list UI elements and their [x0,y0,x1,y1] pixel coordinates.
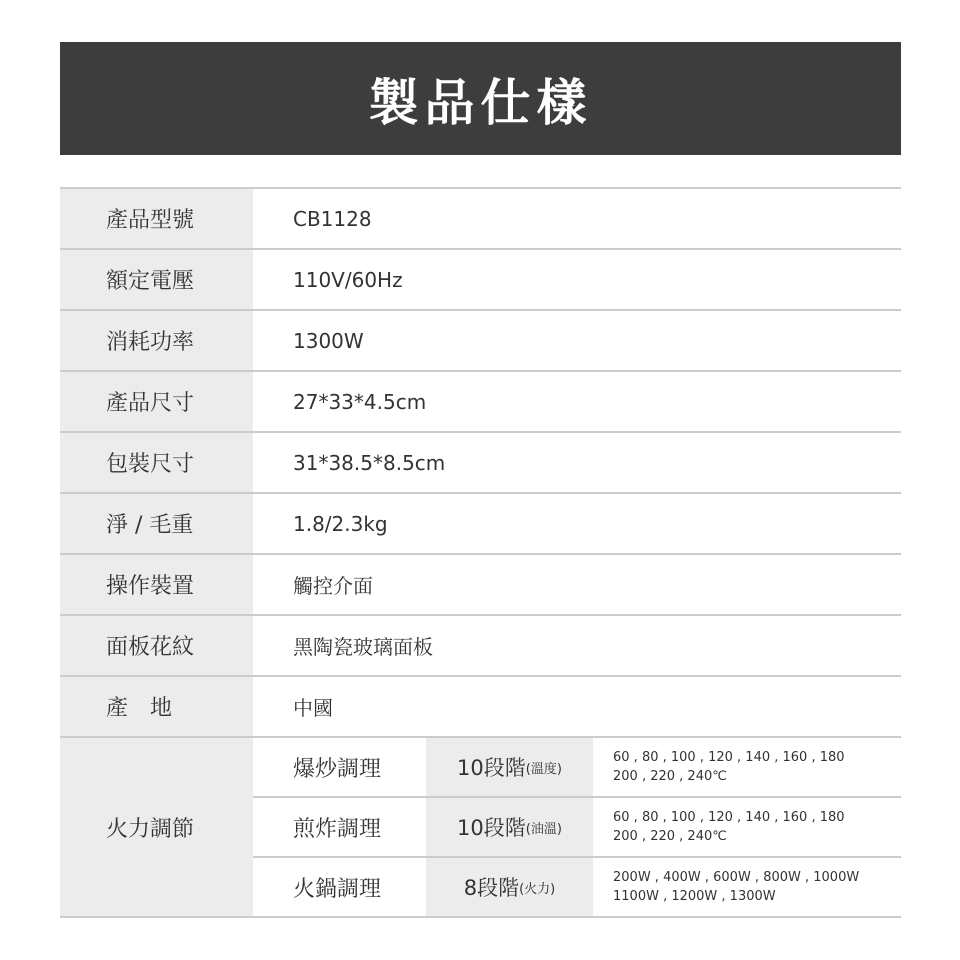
spec-value: 黑陶瓷玻璃面板 [293,635,433,659]
spec-row-controls [60,555,901,616]
fire-level-steps: 8段階 [463,876,520,900]
spec-value: 1300W [293,328,364,353]
fire-values-line: 200 , 220 , 240℃ [613,769,727,784]
fire-level-steps: 10段階 [457,756,526,780]
fire-mode: 煎炸調理 [253,798,426,856]
spec-value: 110V/60Hz [293,267,403,292]
spec-label: 產品尺寸 [60,372,253,431]
fire-mode: 火鍋調理 [253,858,426,916]
spec-label: 面板花紋 [60,616,253,675]
spec-label: 產品型號 [60,189,253,248]
spec-table [60,187,901,918]
fire-level-note: (溫度) [525,761,562,777]
fire-level-steps: 10段階 [457,816,526,840]
fire-row-stir-fry [253,738,901,796]
fire-values [593,858,901,916]
fire-row-hotpot [253,856,901,916]
spec-label: 額定電壓 [60,250,253,309]
spec-value: CB1128 [293,206,372,231]
spec-label: 淨 / 毛重 [60,494,253,553]
fire-control-section [60,738,901,918]
fire-mode: 爆炒調理 [253,738,426,796]
spec-row-product-size [60,372,901,433]
fire-level [426,858,593,916]
spec-value: 中國 [293,696,333,720]
fire-values-line: 1100W , 1200W , 1300W [613,889,776,904]
fire-level [426,738,593,796]
fire-level-note: (火力) [519,881,556,897]
spec-label: 包裝尺寸 [60,433,253,492]
spec-row-panel [60,616,901,677]
fire-control-rows [253,738,901,916]
fire-row-deep-fry [253,796,901,856]
spec-label: 消耗功率 [60,311,253,370]
spec-label: 產 地 [60,677,253,736]
title-banner [60,42,901,155]
fire-values [593,798,901,856]
fire-values-line: 200 , 220 , 240℃ [613,829,727,844]
spec-value: 31*38.5*8.5cm [293,450,446,475]
fire-level [426,798,593,856]
spec-value: 1.8/2.3kg [293,511,388,536]
fire-values-line: 60 , 80 , 100 , 120 , 140 , 160 , 180 [613,750,845,765]
spec-label: 操作裝置 [60,555,253,614]
spec-row-package-size [60,433,901,494]
spec-value: 27*33*4.5cm [293,389,427,414]
spec-row-voltage [60,250,901,311]
fire-values-line: 200W , 400W , 600W , 800W , 1000W [613,870,860,885]
fire-control-label: 火力調節 [60,738,253,916]
fire-level-note: (油溫) [525,821,562,837]
page-title: 製品仕樣 [368,73,593,132]
fire-values [593,738,901,796]
spec-row-origin [60,677,901,738]
spec-value: 觸控介面 [293,574,373,598]
spec-row-model [60,189,901,250]
spec-row-weight [60,494,901,555]
spec-row-power [60,311,901,372]
fire-values-line: 60 , 80 , 100 , 120 , 140 , 160 , 180 [613,810,845,825]
